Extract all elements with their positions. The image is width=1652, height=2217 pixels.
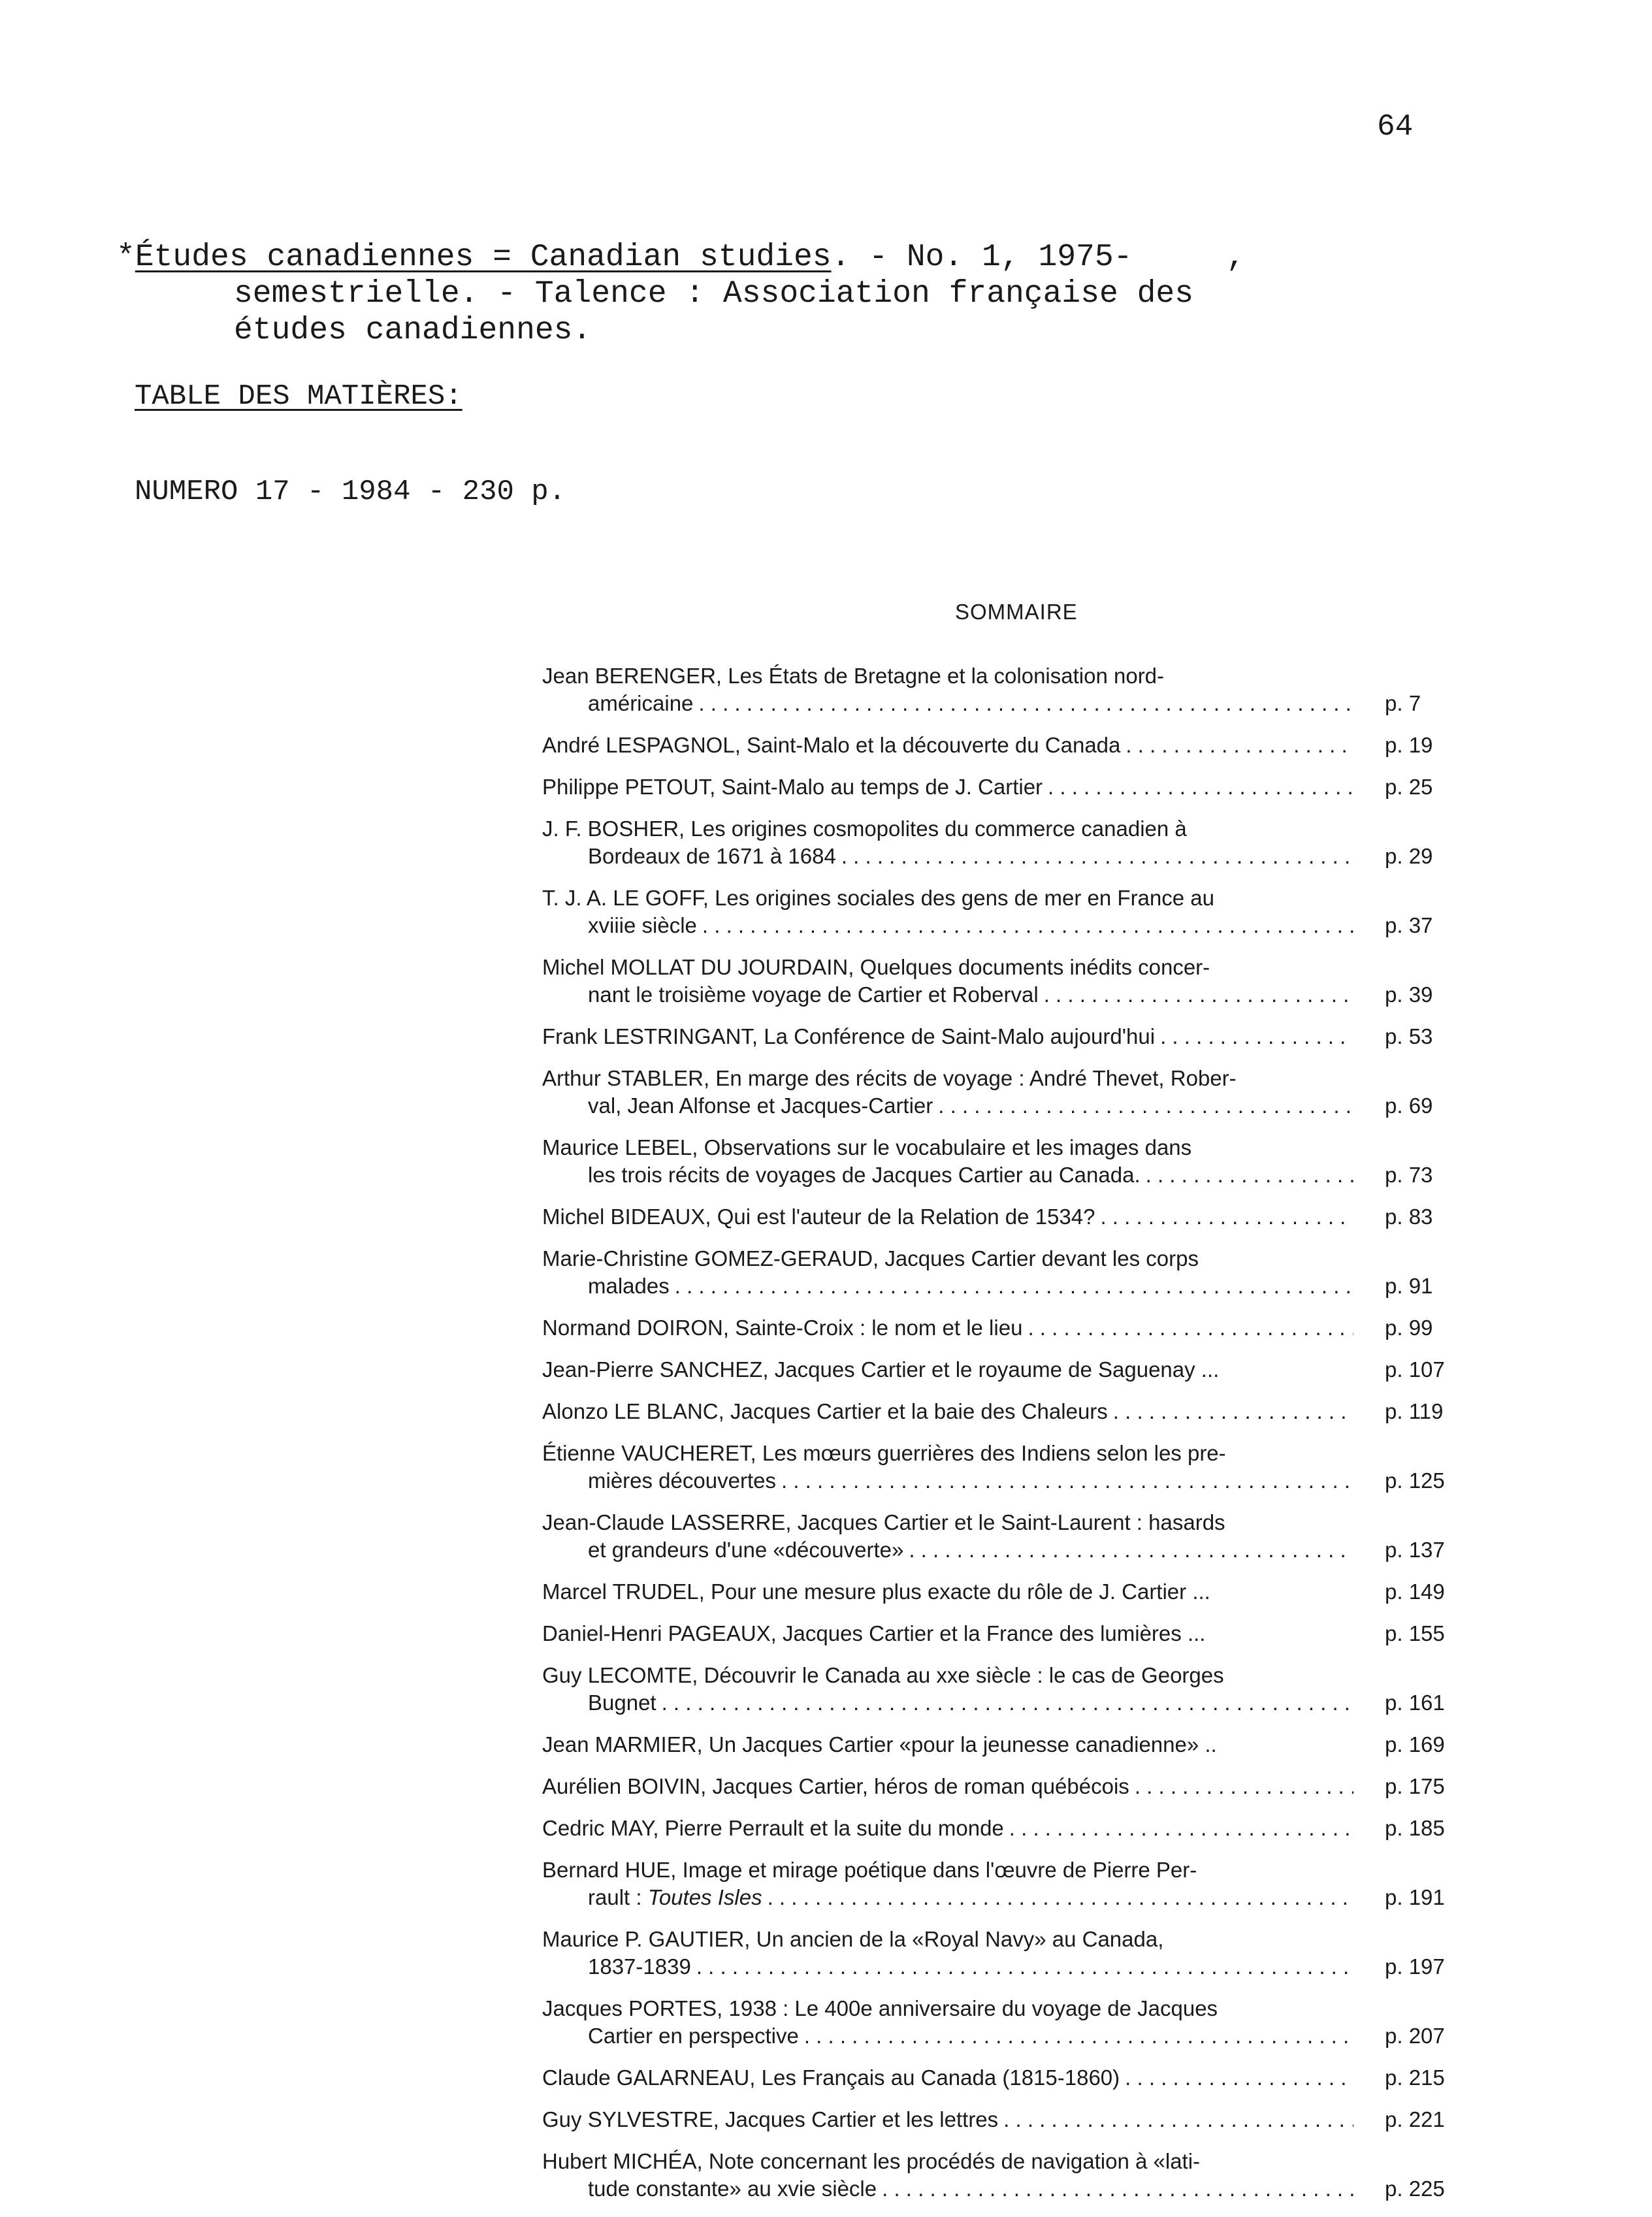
toc-page-number: p. 155 <box>1385 1621 1445 1645</box>
toc-entry-line <box>542 1662 1457 1689</box>
toc-entry-text: Michel BIDEAUX, Qui est l'auteur de la Relation de 1534? <box>542 1205 1095 1229</box>
toc-entry-text-continued: nant le troisième voyage de Cartier et Roberval <box>588 982 1039 1007</box>
dot-leader <box>662 1689 1353 1717</box>
toc-entry <box>542 1995 1457 2050</box>
toc-entry-text: Daniel-Henri PAGEAUX, Jacques Cartier et la France des lumières ... <box>542 1621 1206 1645</box>
dot-leader <box>1028 1314 1353 1342</box>
toc-entry-line <box>542 1440 1457 1467</box>
toc-entry-text-continued: américaine <box>588 691 694 715</box>
sommaire-title: SOMMAIRE <box>955 600 1078 624</box>
toc-entry <box>542 1926 1457 1981</box>
toc-page-number: p. 225 <box>1385 2177 1445 2201</box>
journal-title: Études canadiennes = Canadian studies <box>135 240 832 275</box>
toc-page-number: p. 161 <box>1385 1691 1445 1715</box>
toc-page-number: p. 125 <box>1385 1468 1445 1493</box>
toc-entry-line <box>542 1509 1457 1536</box>
toc-entry <box>542 1440 1457 1495</box>
toc-page-number: p. 137 <box>1385 1538 1445 1562</box>
issue-line: NUMERO 17 - 1984 - 230 p. <box>135 476 566 508</box>
toc-page-number: p. 107 <box>1385 1357 1445 1382</box>
toc-page-number: p. 207 <box>1385 2024 1445 2048</box>
toc-page-number: p. 7 <box>1385 691 1421 715</box>
toc-entry-text-continued: Bordeaux de 1671 à 1684 <box>588 844 836 868</box>
toc-entry-text: Jean-Pierre SANCHEZ, Jacques Cartier et le royaume de Saguenay ... <box>542 1357 1220 1382</box>
toc-entry-line <box>542 1065 1457 1092</box>
toc-entry-text: Étienne VAUCHERET, Les mœurs guerrières des Indiens selon les pre- <box>542 1441 1226 1465</box>
citation-line-2: semestrielle. - Talence : Association française des <box>234 276 1194 312</box>
dot-leader <box>1044 981 1353 1009</box>
page-number: 64 <box>1377 110 1414 144</box>
toc-entry-line <box>542 1856 1457 1884</box>
dot-leader <box>882 2175 1353 2203</box>
toc-entry-line <box>542 1578 1457 1606</box>
toc-entry <box>542 884 1457 939</box>
toc-entry-text: Jacques PORTES, 1938 : Le 400e anniversaire du voyage de Jacques <box>542 1996 1218 2020</box>
dot-leader <box>1003 2106 1353 2133</box>
toc-entry <box>542 1815 1457 1842</box>
toc-entry <box>542 1023 1457 1050</box>
toc-entry-text: Marcel TRUDEL, Pour une mesure plus exacte du rôle de J. Cartier ... <box>542 1579 1210 1604</box>
toc-entry-italic-title: Toutes Isles <box>647 1885 762 1909</box>
toc-entry-text: Normand DOIRON, Sainte-Croix : le nom et le lieu <box>542 1316 1023 1340</box>
toc-page-number: p. 29 <box>1385 844 1433 868</box>
toc-entry <box>542 1856 1457 1911</box>
dot-leader <box>909 1536 1353 1564</box>
toc-entry-text: Marie-Christine GOMEZ-GERAUD, Jacques Cartier devant les corps <box>542 1246 1199 1270</box>
toc-entry-text: Jean BERENGER, Les États de Bretagne et la colonisation nord- <box>542 664 1165 688</box>
toc-entry-text: Philippe PETOUT, Saint-Malo au temps de J. Cartier <box>542 775 1043 799</box>
toc-entry-line <box>542 1995 1457 2022</box>
toc-entry-line <box>542 1134 1457 1161</box>
toc-page-number: p. 91 <box>1385 1274 1433 1298</box>
toc-page-number: p. 73 <box>1385 1163 1433 1187</box>
toc-entry-line <box>542 2148 1457 2175</box>
toc-entry-text: J. F. BOSHER, Les origines cosmopolites du commerce canadien à <box>542 817 1187 841</box>
toc-entry <box>542 1620 1457 1647</box>
toc-page-number: p. 149 <box>1385 1579 1445 1604</box>
toc-entry-line <box>542 662 1457 690</box>
citation-issue-range: . - No. 1, 1975- , <box>831 240 1246 275</box>
toc-entry-text-continued: val, Jean Alfonse et Jacques-Cartier <box>588 1093 933 1118</box>
toc-page-number: p. 25 <box>1385 775 1433 799</box>
toc-entry-continuation <box>542 912 1457 939</box>
toc-entry-text: Alonzo LE BLANC, Jacques Cartier et la baie des Chaleurs <box>542 1399 1108 1423</box>
toc-page-number: p. 19 <box>1385 733 1433 757</box>
toc-entry-text: Arthur STABLER, En marge des récits de voyage : André Thevet, Rober- <box>542 1066 1237 1090</box>
toc-page-number: p. 39 <box>1385 982 1433 1007</box>
dot-leader <box>781 1467 1353 1495</box>
toc-entry-text: Guy SYLVESTRE, Jacques Cartier et les lettres <box>542 2107 999 2131</box>
toc-entry-line <box>542 1620 1457 1647</box>
toc-entry-continuation <box>542 1272 1457 1300</box>
toc-entry-line <box>542 884 1457 912</box>
toc-entry-line <box>542 1926 1457 1953</box>
toc-page-number: p. 37 <box>1385 913 1433 937</box>
toc-entry-text-continued <box>588 1884 762 1911</box>
toc-entry-text: André LESPAGNOL, Saint-Malo et la découverte du Canada <box>542 733 1121 757</box>
dot-leader <box>938 1092 1353 1120</box>
toc-heading: TABLE DES MATIÈRES: <box>135 380 462 413</box>
toc-entry <box>542 1773 1457 1800</box>
toc-entry <box>542 773 1457 801</box>
toc-entry-text: Jean-Claude LASSERRE, Jacques Cartier et le Saint-Laurent : hasards <box>542 1510 1225 1534</box>
toc-entry <box>542 815 1457 870</box>
toc-entry-line <box>542 732 1457 759</box>
toc-entry <box>542 1578 1457 1606</box>
toc-entry-line <box>542 2064 1457 2092</box>
toc-page-number: p. 99 <box>1385 1316 1433 1340</box>
toc-entry-continuation <box>542 1884 1457 1911</box>
toc-entry-text-continued: malades <box>588 1274 670 1298</box>
toc-entry-text: Cedric MAY, Pierre Perrault et la suite du monde <box>542 1816 1004 1840</box>
toc-entry <box>542 1065 1457 1120</box>
toc-entry-line <box>542 1245 1457 1272</box>
toc-entry <box>542 1509 1457 1564</box>
toc-entry-line <box>542 1731 1457 1758</box>
toc-entry-line <box>542 954 1457 981</box>
dot-leader <box>1113 1398 1353 1425</box>
toc-entry <box>542 1356 1457 1384</box>
toc-entry-continuation <box>542 1467 1457 1495</box>
toc-entry-text-continued: xviiie siècle <box>588 913 697 937</box>
toc-entry-text: Aurélien BOIVIN, Jacques Cartier, héros de roman québécois <box>542 1774 1129 1798</box>
toc-entry-line <box>542 1023 1457 1050</box>
citation-line-1 <box>116 239 1245 276</box>
toc-entry-continuation <box>542 1953 1457 1981</box>
toc-entry-line <box>542 815 1457 843</box>
toc-entry-continuation <box>542 1092 1457 1120</box>
toc-page-number: p. 69 <box>1385 1093 1433 1118</box>
dot-leader <box>702 912 1353 939</box>
toc-entry <box>542 1314 1457 1342</box>
toc-page-number: p. 197 <box>1385 1954 1445 1979</box>
dot-leader <box>696 1953 1353 1981</box>
toc-entry <box>542 2064 1457 2092</box>
toc-entry <box>542 1398 1457 1425</box>
toc-entry-text-prefix: rault : <box>588 1885 648 1909</box>
toc-entry-text: Guy LECOMTE, Découvrir le Canada au xxe siècle : le cas de Georges <box>542 1663 1224 1687</box>
toc-entry-text-continued: mières découvertes <box>588 1468 776 1493</box>
toc-entry-text-continued: Cartier en perspective <box>588 2024 799 2048</box>
toc-entry-line <box>542 2106 1457 2133</box>
toc-entry-text: Michel MOLLAT DU JOURDAIN, Quelques documents inédits concer- <box>542 955 1210 979</box>
dot-leader <box>804 2022 1353 2050</box>
toc-entry <box>542 1203 1457 1231</box>
toc-entry-text: Maurice P. GAUTIER, Un ancien de la «Royal Navy» au Canada, <box>542 1927 1164 1951</box>
dot-leader <box>698 690 1353 717</box>
dot-leader <box>1125 2064 1353 2092</box>
toc-entry-text-continued: tude constante» au xvie siècle <box>588 2177 877 2201</box>
citation-line-3: études canadiennes. <box>234 313 592 348</box>
toc-entry-continuation <box>542 1536 1457 1564</box>
toc-entry-continuation <box>542 2022 1457 2050</box>
dot-leader <box>1048 773 1353 801</box>
toc-page-number: p. 53 <box>1385 1024 1433 1048</box>
toc-entry-line <box>542 1203 1457 1231</box>
asterisk-marker: * <box>116 240 135 275</box>
toc-page-number: p. 191 <box>1385 1885 1445 1909</box>
toc-entry <box>542 954 1457 1009</box>
toc-entry-continuation <box>542 1689 1457 1717</box>
toc-page-number: p. 215 <box>1385 2065 1445 2090</box>
dot-leader <box>1146 1161 1353 1189</box>
toc-entry-line <box>542 1314 1457 1342</box>
dot-leader <box>1009 1815 1353 1842</box>
toc-entry-text: Bernard HUE, Image et mirage poétique dans l'œuvre de Pierre Per- <box>542 1858 1197 1882</box>
dot-leader <box>675 1272 1353 1300</box>
dot-leader <box>1160 1023 1353 1050</box>
toc-entry-continuation <box>542 981 1457 1009</box>
dot-leader <box>1100 1203 1353 1231</box>
toc-entry-continuation <box>542 2175 1457 2203</box>
toc-page-number: p. 175 <box>1385 1774 1445 1798</box>
toc-entry <box>542 732 1457 759</box>
toc-entry-text: Hubert MICHÉA, Note concernant les procédés de navigation à «lati- <box>542 2149 1201 2173</box>
toc-entry-continuation <box>542 843 1457 870</box>
table-of-contents <box>542 662 1457 2217</box>
dot-leader <box>1126 732 1353 759</box>
toc-entry-text: T. J. A. LE GOFF, Les origines sociales des gens de mer en France au <box>542 886 1214 910</box>
toc-entry-line <box>542 773 1457 801</box>
toc-entry-text: Maurice LEBEL, Observations sur le vocabulaire et les images dans <box>542 1135 1192 1159</box>
toc-entry <box>542 2106 1457 2133</box>
dot-leader <box>841 843 1353 870</box>
toc-entry-line <box>542 1356 1457 1384</box>
toc-entry-line <box>542 1398 1457 1425</box>
dot-leader <box>768 1884 1353 1911</box>
toc-entry-text: Claude GALARNEAU, Les Français au Canada (1815-1860) <box>542 2065 1120 2090</box>
dot-leader <box>1135 1773 1353 1800</box>
toc-entry-text: Jean MARMIER, Un Jacques Cartier «pour la jeunesse canadienne» .. <box>542 1732 1217 1756</box>
toc-entry-line <box>542 1815 1457 1842</box>
toc-entry-text-continued: Bugnet <box>588 1691 656 1715</box>
toc-entry <box>542 662 1457 717</box>
bibliographic-citation <box>116 239 1245 349</box>
toc-entry-text-continued: les trois récits de voyages de Jacques Cartier au Canada. <box>588 1163 1141 1187</box>
toc-page-number: p. 83 <box>1385 1205 1433 1229</box>
toc-entry-text-continued: et grandeurs d'une «découverte» <box>588 1538 904 1562</box>
toc-entry-text: Frank LESTRINGANT, La Conférence de Saint-Malo aujourd'hui <box>542 1024 1156 1048</box>
toc-entry-continuation <box>542 690 1457 717</box>
toc-entry <box>542 1662 1457 1717</box>
toc-entry-text-continued: 1837-1839 <box>588 1954 691 1979</box>
toc-entry-line <box>542 1773 1457 1800</box>
toc-entry <box>542 1731 1457 1758</box>
toc-page-number: p. 185 <box>1385 1816 1445 1840</box>
toc-page-number: p. 221 <box>1385 2107 1445 2131</box>
toc-entry <box>542 2148 1457 2203</box>
toc-entry <box>542 1245 1457 1300</box>
toc-page-number: p. 169 <box>1385 1732 1445 1756</box>
toc-page-number: p. 119 <box>1385 1399 1444 1423</box>
toc-entry-continuation <box>542 1161 1457 1189</box>
toc-entry <box>542 1134 1457 1189</box>
